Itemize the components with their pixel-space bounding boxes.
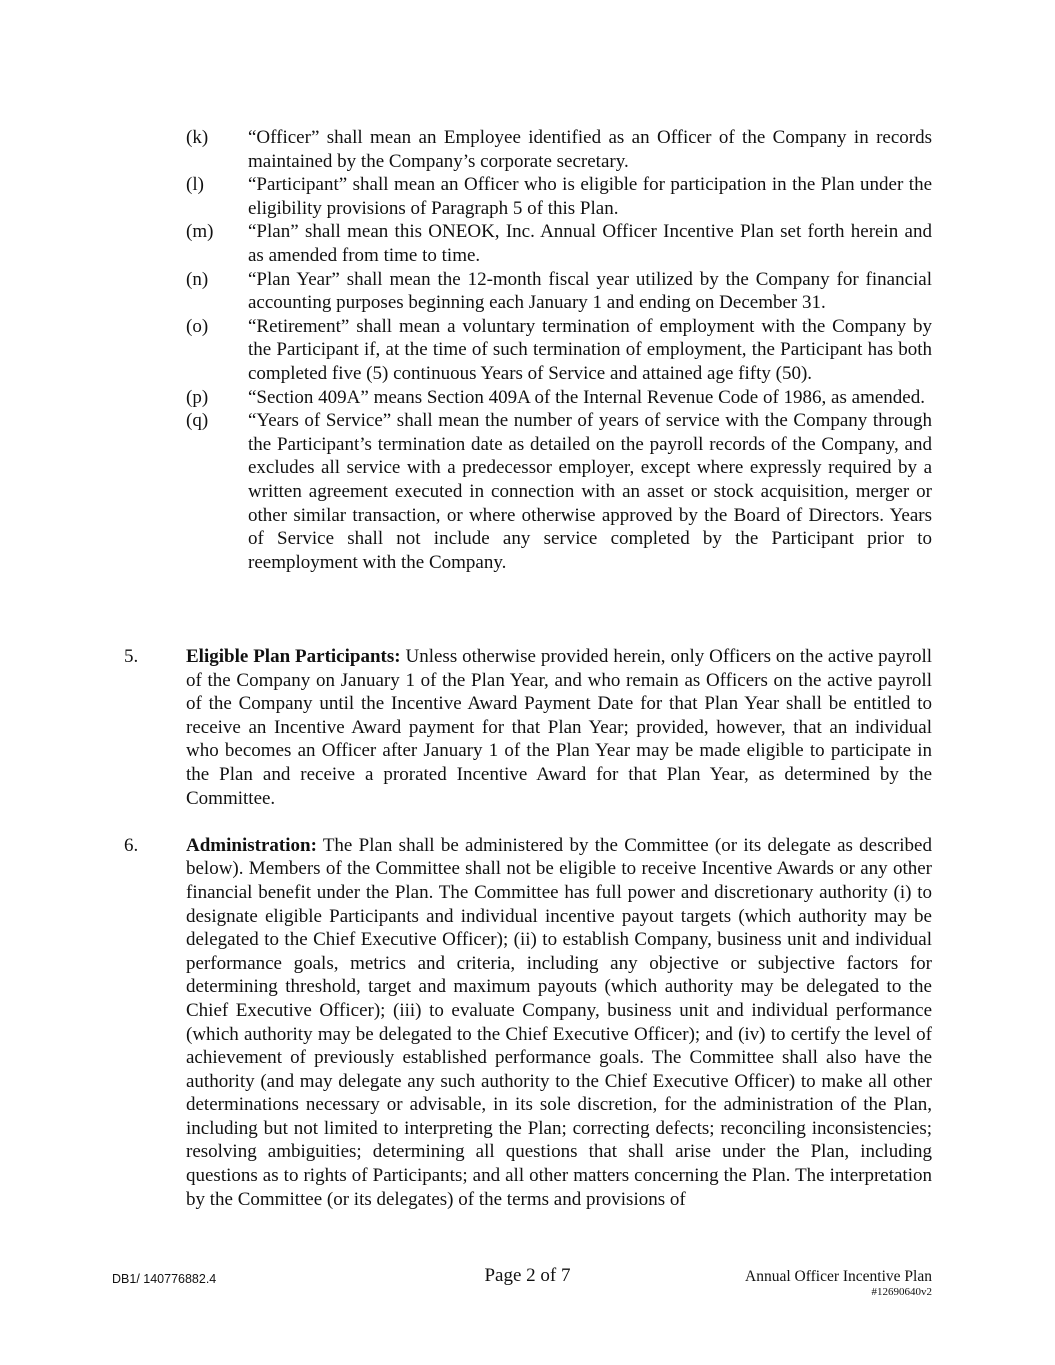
definition-label: (l)	[186, 174, 204, 196]
definition-text: “Years of Service” shall mean the number of years of service with the Company through the Participant’s termination date as detailed on the payroll records of the Company, and excludes all service with a predecessor employer, except where expressly required by a written agreement executed in connection with an asset or stock acquisition, merger or other similar transaction, or where otherwise approved by the Board of Directors. Years of Service shall not include any service completed by the Participant prior to reemployment with the Company.	[248, 410, 932, 573]
definition-text: “Participant” shall mean an Officer who is eligible for participation in the Plan under the eligibility provisions of Paragraph 5 of this Plan.	[248, 174, 932, 219]
section-body: Unless otherwise provided herein, only Officers on the active payroll of the Company on January 1 of the Plan Year, and who remain as Officers on the active payroll of the Company until the Incentive Award Payment Date for that Plan Year shall be entitled to receive an Incentive Award payment for that Plan Year; provided, however, that an individual who becomes an Officer after January 1 of the Plan Year may be made eligible to participate in the Plan and receive a prorated Incentive Award for that Plan Year, as determined by the Committee.	[186, 646, 933, 809]
section-heading: Eligible Plan Participants:	[186, 646, 401, 667]
definition-text: “Plan” shall mean this ONEOK, Inc. Annual Officer Incentive Plan set forth herein and as amended from time to time.	[248, 221, 932, 266]
definition-label: (o)	[186, 315, 209, 337]
definition-label: (p)	[186, 386, 209, 408]
section-number: 5.	[124, 646, 139, 667]
definition-item-o	[186, 315, 932, 386]
footer-version: #12690640v2	[871, 1286, 932, 1298]
section-number: 6.	[124, 834, 139, 856]
footer-plan-name: Annual Officer Incentive Plan	[745, 1268, 932, 1285]
section-eligible-plan-participants	[124, 645, 932, 810]
definition-text: “Plan Year” shall mean the 12-month fiscal year utilized by the Company for financial accounting purposes beginning each January 1 and ending on December 31.	[248, 268, 932, 314]
definition-item-l	[186, 173, 932, 220]
definition-item-k	[186, 126, 932, 173]
footer-page-number: Page 2 of 7	[484, 1265, 571, 1286]
section-administration	[124, 834, 932, 1212]
definition-item-m	[186, 220, 932, 267]
definition-item-q	[186, 409, 932, 574]
definition-label: (m)	[186, 221, 214, 243]
section-heading: Administration:	[186, 834, 317, 856]
definition-label: (q)	[186, 410, 209, 432]
section-body: The Plan shall be administered by the Committee (or its delegate as described below). Members of the Committee shall not be eligible to receive Incentive Awards or any other financial benefit under the Plan. The Committee has full power and discretionary authority (i) to designate eligible Participants and individual incentive payout targets (which authority may be delegated to the Chief Executive Officer); (ii) to establish Company, business unit and individual performance goals, metrics and criteria, including any objective or subjective factors for determining threshold, target and maximum payouts (which authority may be delegated to the Chief Executive Officer); (iii) to evaluate Company, business unit and individual performance (which authority may be delegated to the Chief Executive Officer); and (iv) to certify the level of achievement of previously established performance goals. The Committee shall also have the authority (and may delegate any such authority to the Chief Executive Officer) to make all other determinations necessary or advisable, in its sole discretion, for the administration of the Plan, including but not limited to interpreting the Plan; correcting defects; reconciling inconsistencies; resolving ambiguities; determining all questions that shall arise under the Plan, including questions as to rights of Participants; and all other matters concerning the Plan. The interpretation by the Committee (or its delegates) of the terms and provisions of	[186, 834, 932, 1210]
numbered-sections	[124, 645, 932, 1235]
definition-label: (n)	[186, 268, 209, 290]
definition-item-p	[186, 386, 932, 410]
footer-doc-id: DB1/ 140776882.4	[112, 1272, 217, 1286]
definition-text: “Officer” shall mean an Employee identified as an Officer of the Company in records maintained by the Company’s corporate secretary.	[248, 127, 932, 172]
definition-text: “Retirement” shall mean a voluntary termination of employment with the Company by the Participant if, at the time of such termination of employment, the Participant has both completed five (5) continuous Years of Service and attained age fifty (50).	[248, 315, 932, 384]
footer-plan-info	[745, 1268, 932, 1299]
definitions-list	[186, 126, 932, 574]
definition-item-n	[186, 268, 932, 315]
definition-text: “Section 409A” means Section 409A of the Internal Revenue Code of 1986, as amended.	[248, 386, 925, 408]
definition-label: (k)	[186, 127, 209, 148]
